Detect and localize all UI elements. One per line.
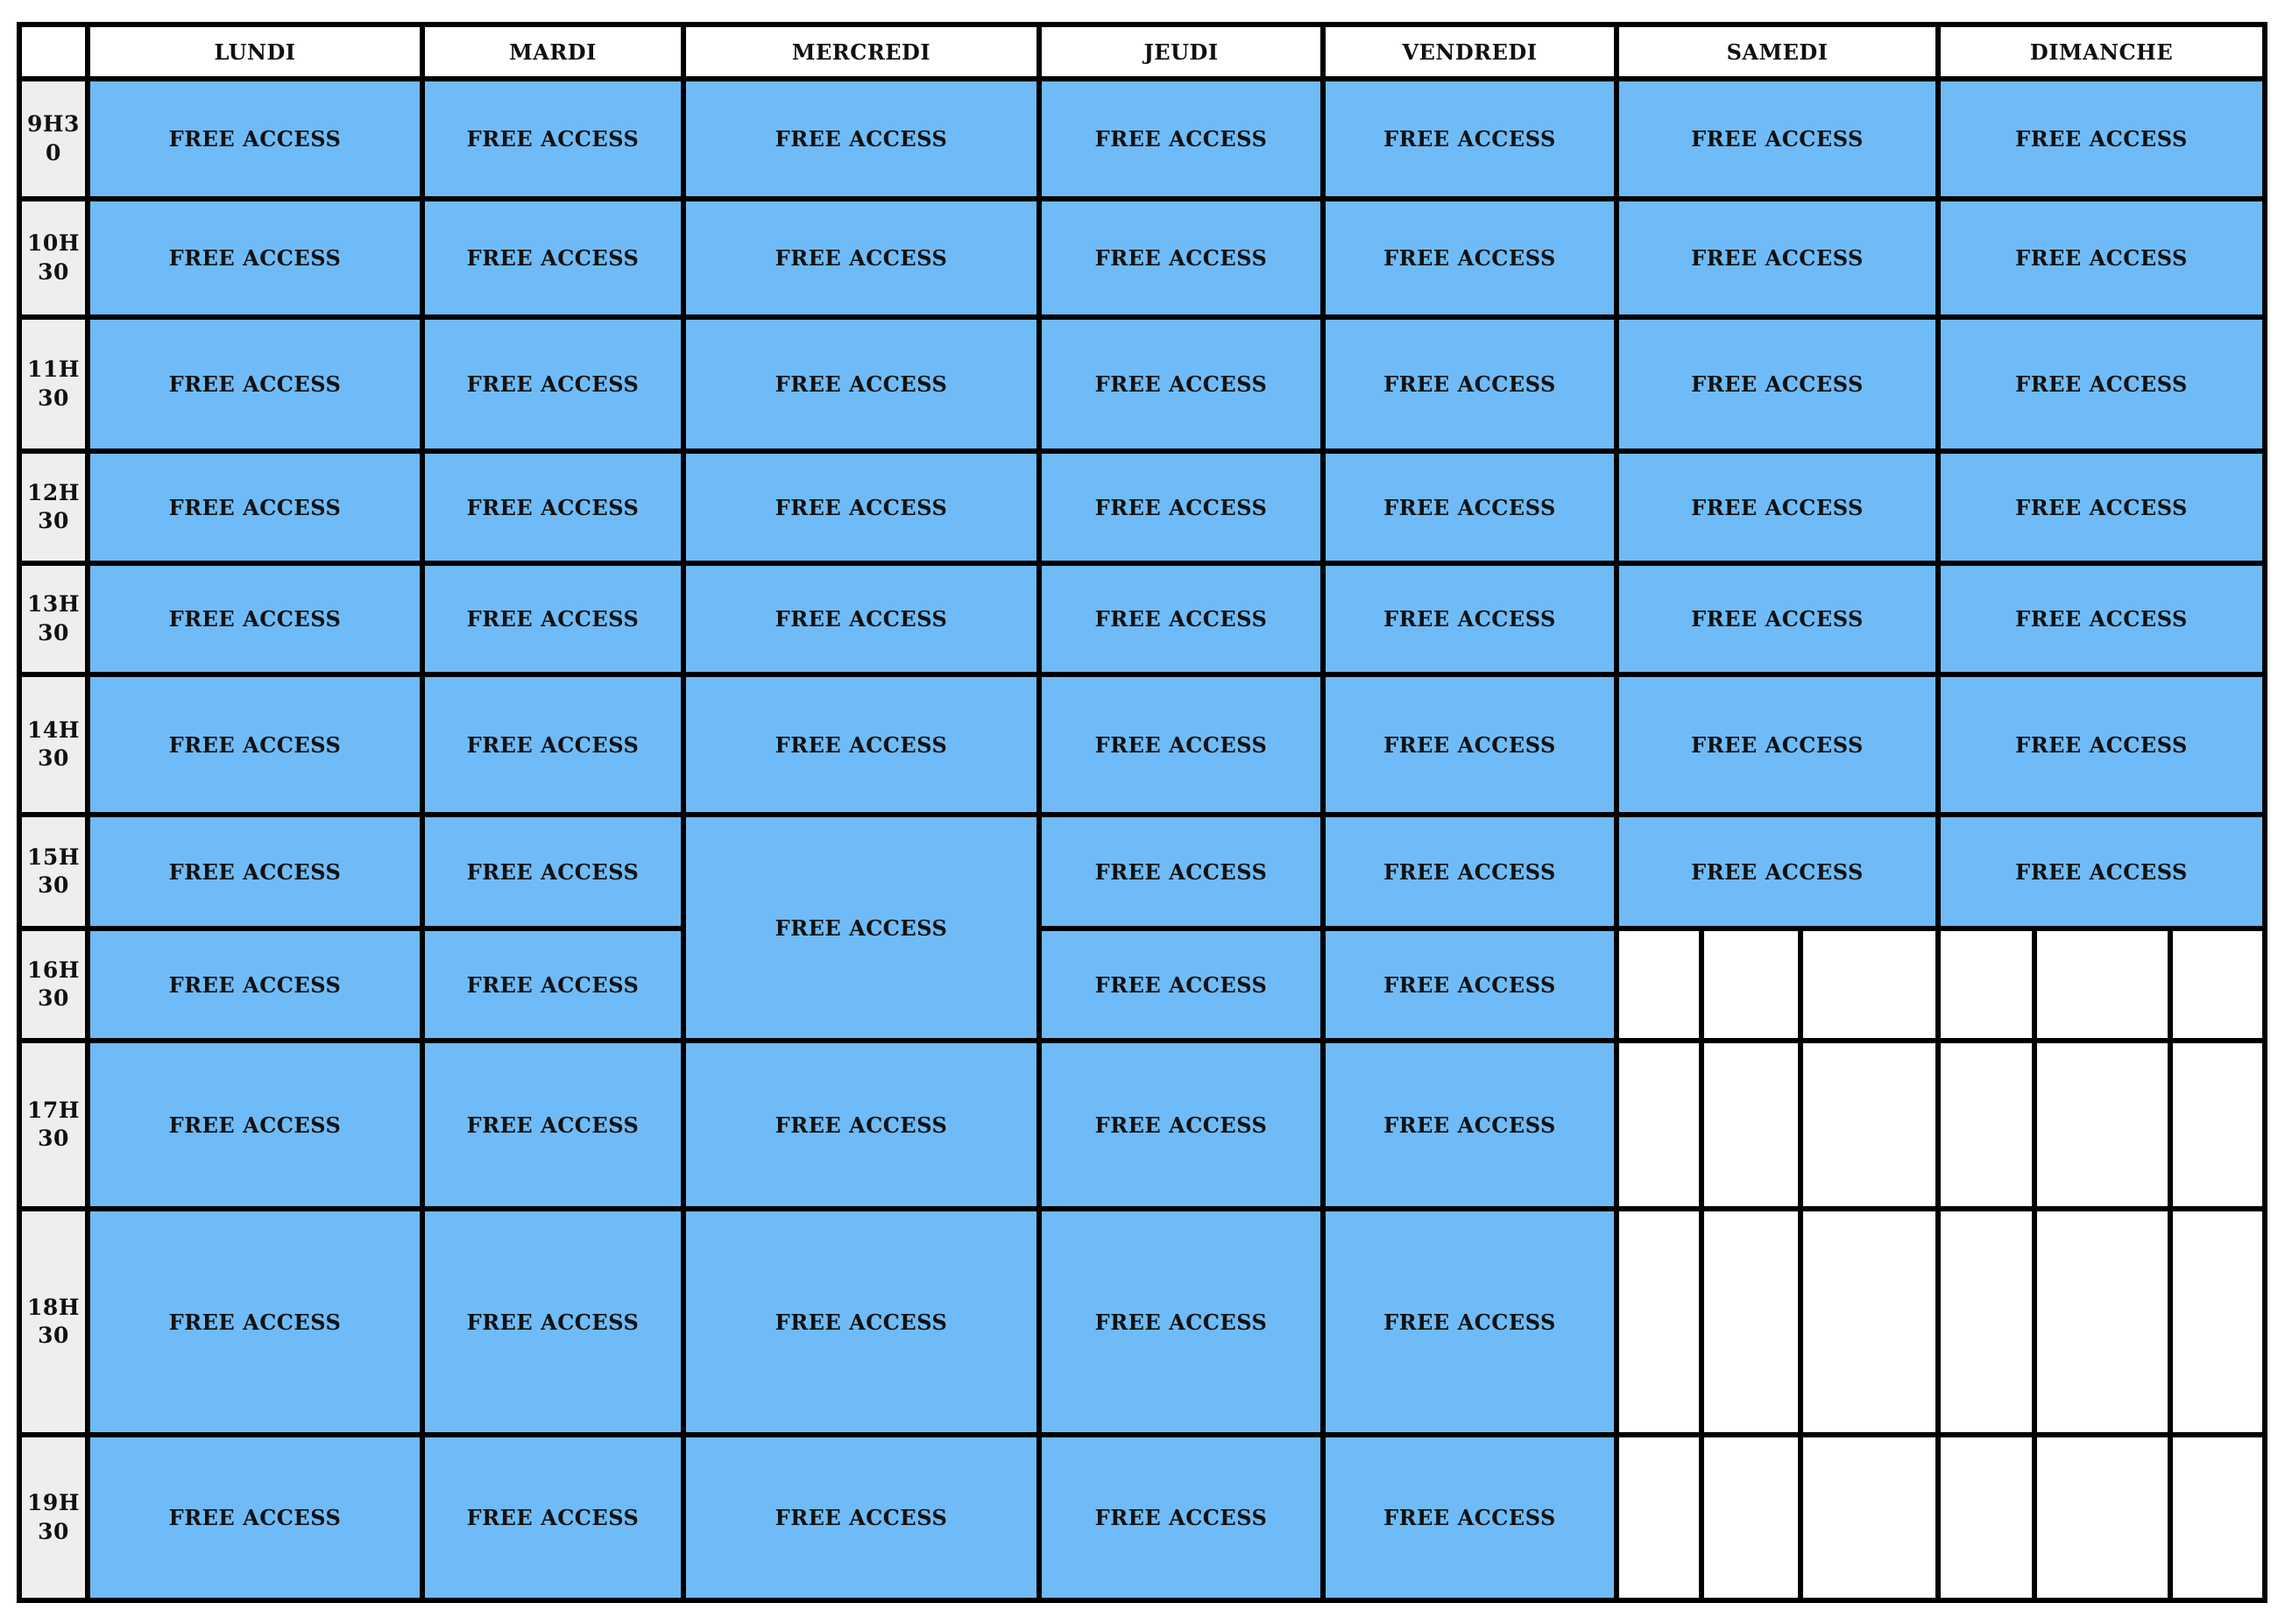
time-label: 13H 30 [19, 563, 88, 674]
free-access-slot: FREE ACCESS [683, 1435, 1039, 1600]
grid-line [17, 1432, 2267, 1437]
free-access-slot: FREE ACCESS [1617, 451, 1938, 563]
grid-line [2168, 926, 2173, 1603]
grid-line [17, 76, 2267, 81]
free-access-slot: FREE ACCESS [1039, 674, 1323, 815]
free-access-slot: FREE ACCESS [422, 199, 683, 317]
free-access-slot: FREE ACCESS [422, 929, 683, 1041]
day-header-dimanche: DIMANCHE [1938, 25, 2265, 79]
free-access-slot: FREE ACCESS [422, 79, 683, 199]
grid-line [17, 926, 686, 931]
free-access-slot: FREE ACCESS [1039, 317, 1323, 451]
free-access-slot: FREE ACCESS [683, 563, 1039, 674]
grid-line [1699, 926, 1704, 1603]
free-access-slot: FREE ACCESS [88, 674, 422, 815]
free-access-slot: FREE ACCESS [1039, 1041, 1323, 1209]
grid-line [17, 672, 2267, 677]
free-access-slot: FREE ACCESS [683, 199, 1039, 317]
free-access-slot: FREE ACCESS [1323, 1209, 1617, 1435]
free-access-slot: FREE ACCESS [1938, 451, 2265, 563]
corner-cell [19, 25, 88, 79]
grid-line [17, 22, 2267, 27]
free-access-slot: FREE ACCESS [1323, 317, 1617, 451]
free-access-slot: FREE ACCESS [1039, 929, 1323, 1041]
time-label: 14H 30 [19, 674, 88, 815]
free-access-slot: FREE ACCESS [1039, 451, 1323, 563]
free-access-slot: FREE ACCESS [1323, 929, 1617, 1041]
day-header-samedi: SAMEDI [1617, 25, 1938, 79]
free-access-slot: FREE ACCESS [1938, 317, 2265, 451]
free-access-slot: FREE ACCESS [683, 674, 1039, 815]
free-access-slot: FREE ACCESS [422, 815, 683, 929]
free-access-slot: FREE ACCESS [1323, 1041, 1617, 1209]
free-access-slot: FREE ACCESS [1323, 79, 1617, 199]
time-label: 9H30 [19, 79, 88, 199]
free-access-slot: FREE ACCESS [1617, 563, 1938, 674]
free-access-slot: FREE ACCESS [1938, 79, 2265, 199]
grid-line [17, 196, 2267, 201]
time-label: 12H 30 [19, 451, 88, 563]
free-access-slot: FREE ACCESS [1323, 1435, 1617, 1600]
day-header-mardi: MARDI [422, 25, 683, 79]
free-access-slot: FREE ACCESS [1039, 199, 1323, 317]
time-label: 16H 30 [19, 929, 88, 1041]
time-label: 15H 30 [19, 815, 88, 929]
time-label: 10H 30 [19, 199, 88, 317]
free-access-slot: FREE ACCESS [1617, 79, 1938, 199]
free-access-slot: FREE ACCESS [1039, 1209, 1323, 1435]
grid-line [17, 1206, 2267, 1211]
free-access-slot: FREE ACCESS [88, 929, 422, 1041]
free-access-slot: FREE ACCESS [88, 1435, 422, 1600]
free-access-slot: FREE ACCESS [1617, 199, 1938, 317]
free-access-slot: FREE ACCESS [683, 815, 1039, 1041]
free-access-slot: FREE ACCESS [1938, 199, 2265, 317]
free-access-slot: FREE ACCESS [88, 815, 422, 929]
time-label: 11H 30 [19, 317, 88, 451]
free-access-slot: FREE ACCESS [422, 674, 683, 815]
free-access-slot: FREE ACCESS [1617, 674, 1938, 815]
free-access-slot: FREE ACCESS [422, 563, 683, 674]
grid-line [17, 314, 2267, 320]
grid-line [17, 448, 2267, 454]
free-access-slot: FREE ACCESS [422, 451, 683, 563]
free-access-slot: FREE ACCESS [422, 1435, 683, 1600]
free-access-slot: FREE ACCESS [88, 79, 422, 199]
free-access-slot: FREE ACCESS [683, 317, 1039, 451]
free-access-slot: FREE ACCESS [1039, 563, 1323, 674]
free-access-slot: FREE ACCESS [1938, 674, 2265, 815]
free-access-slot: FREE ACCESS [88, 563, 422, 674]
grid-line [1036, 926, 2267, 931]
free-access-slot: FREE ACCESS [1938, 815, 2265, 929]
grid-line [17, 1038, 2267, 1043]
free-access-slot: FREE ACCESS [1323, 815, 1617, 929]
grid-line [17, 812, 2267, 817]
grid-line [17, 1598, 2267, 1603]
day-header-jeudi: JEUDI [1039, 25, 1323, 79]
time-label: 18H 30 [19, 1209, 88, 1435]
grid-line [2032, 926, 2037, 1603]
time-label: 19H 30 [19, 1435, 88, 1600]
free-access-slot: FREE ACCESS [1039, 1435, 1323, 1600]
free-access-slot: FREE ACCESS [88, 317, 422, 451]
free-access-slot: FREE ACCESS [683, 1041, 1039, 1209]
free-access-slot: FREE ACCESS [88, 199, 422, 317]
free-access-slot: FREE ACCESS [422, 317, 683, 451]
free-access-slot: FREE ACCESS [1323, 563, 1617, 674]
free-access-slot: FREE ACCESS [1039, 79, 1323, 199]
free-access-slot: FREE ACCESS [1938, 563, 2265, 674]
grid-line [1798, 926, 1803, 1603]
free-access-slot: FREE ACCESS [1617, 815, 1938, 929]
free-access-slot: FREE ACCESS [1323, 451, 1617, 563]
free-access-slot: FREE ACCESS [683, 1209, 1039, 1435]
free-access-slot: FREE ACCESS [683, 451, 1039, 563]
free-access-slot: FREE ACCESS [683, 79, 1039, 199]
time-label: 17H 30 [19, 1041, 88, 1209]
day-header-lundi: LUNDI [88, 25, 422, 79]
grid-line [17, 561, 2267, 566]
free-access-slot: FREE ACCESS [422, 1041, 683, 1209]
free-access-slot: FREE ACCESS [1039, 815, 1323, 929]
free-access-slot: FREE ACCESS [422, 1209, 683, 1435]
free-access-slot: FREE ACCESS [1323, 199, 1617, 317]
free-access-slot: FREE ACCESS [88, 1041, 422, 1209]
free-access-slot: FREE ACCESS [1617, 317, 1938, 451]
free-access-slot: FREE ACCESS [88, 1209, 422, 1435]
day-header-mercredi: MERCREDI [683, 25, 1039, 79]
free-access-slot: FREE ACCESS [88, 451, 422, 563]
free-access-slot: FREE ACCESS [1323, 674, 1617, 815]
day-header-vendredi: VENDREDI [1323, 25, 1617, 79]
